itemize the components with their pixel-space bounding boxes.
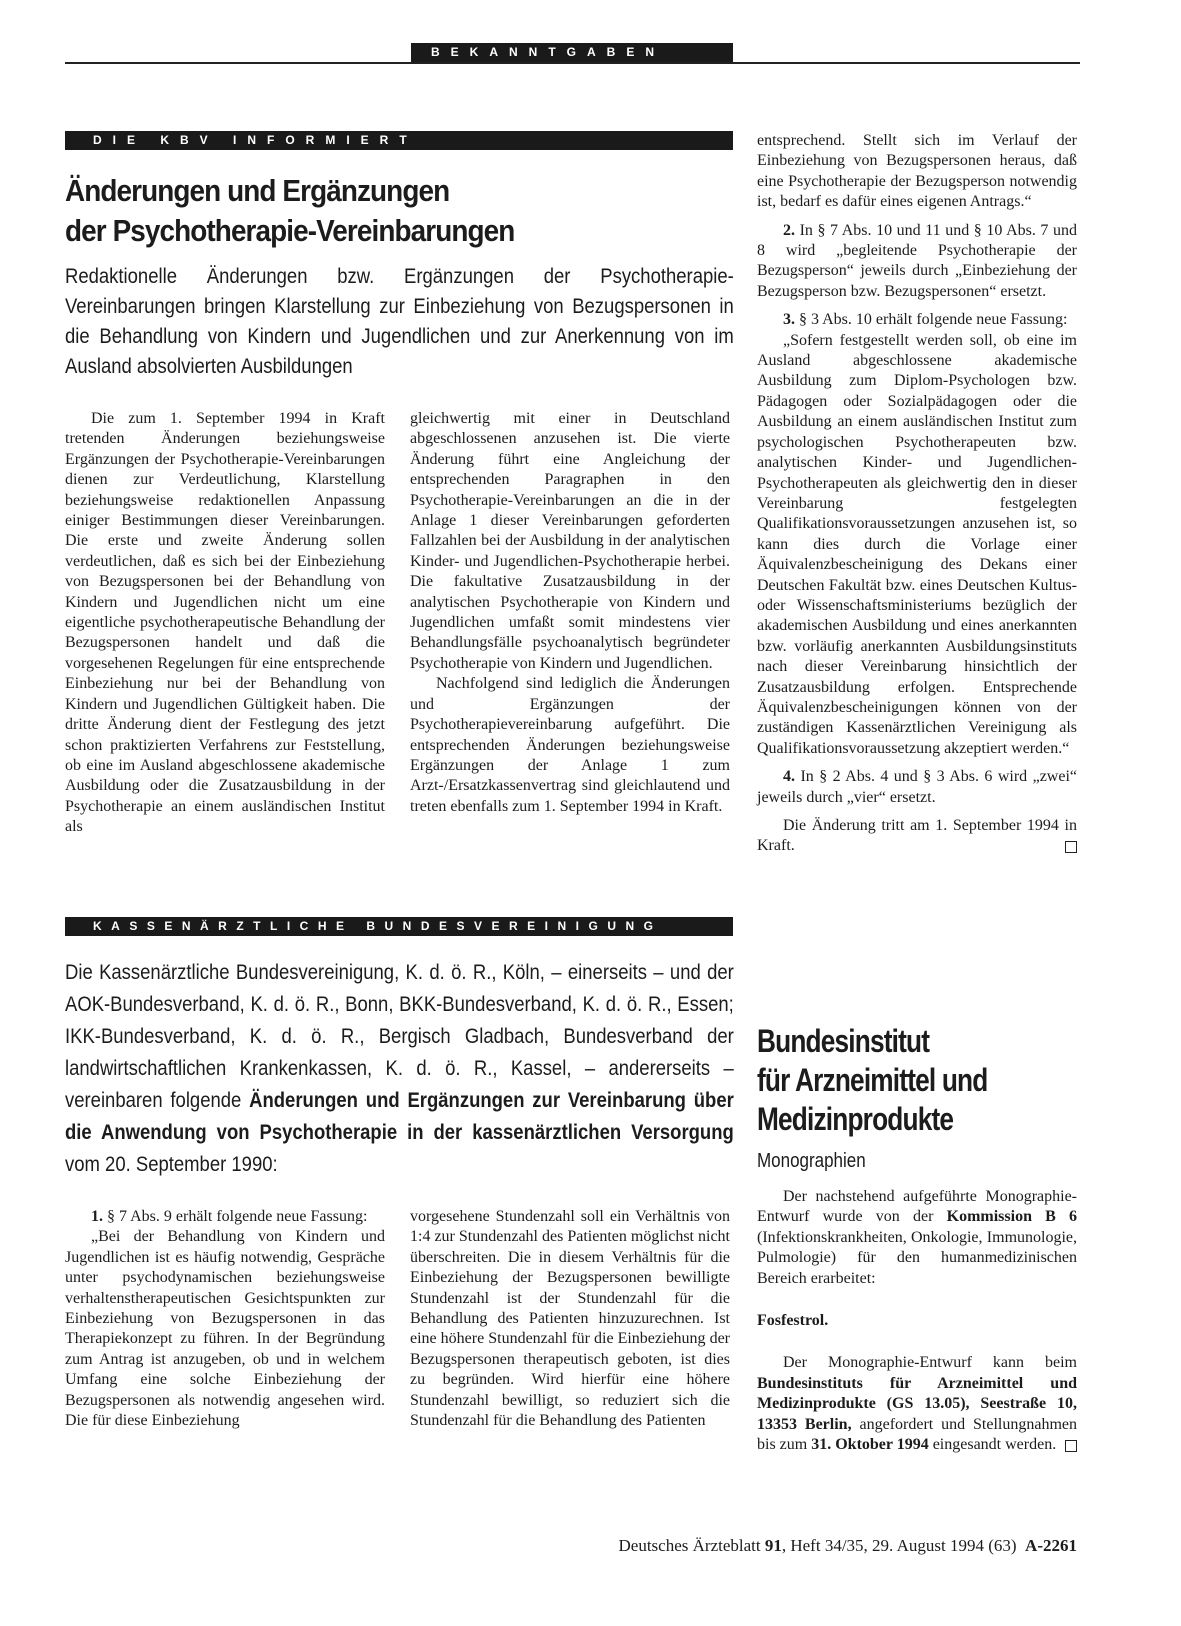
article-column-2 xyxy=(410,409,730,817)
item-text: § 3 Abs. 10 erhält folgende neue Fassung: xyxy=(799,311,1068,329)
drug-name xyxy=(757,1311,1077,1331)
text: eingesandt werden. xyxy=(932,1436,1057,1454)
end-mark-icon xyxy=(1065,1440,1077,1452)
closing-text: Die Änderung tritt am 1. September 1994 in Kraft. xyxy=(757,817,1077,855)
item-text: In § 2 Abs. 4 und § 3 Abs. 6 wird „zwei“ jeweils durch „vier“ ersetzt. xyxy=(757,768,1078,806)
closing xyxy=(757,816,1077,857)
page-footer xyxy=(619,1536,1077,1556)
article-deck: Redaktionelle Änderungen bzw. Ergänzungen der Psychotherapie-Vereinbarungen bringen Klarstellung zur Einbeziehung von Bezugspersonen in die Behandlung von Kindern und Jugendlichen und zur Anerkennung von im Ausland absolvierten Ausbildungen xyxy=(65,265,734,378)
deadline: 31. Oktober 1994 xyxy=(811,1436,929,1454)
intro-bold: Änderungen und Ergänzungen zur Vereinbarung über die Anwendung von Psychotherapie in der kassenärztlichen Versorgung xyxy=(65,1089,734,1144)
item-4 xyxy=(757,767,1077,808)
agreement-column-2 xyxy=(410,1207,730,1431)
article-title-line2: der Psychotherapie-Vereinbarungen xyxy=(65,213,515,248)
page-number: A-2261 xyxy=(1025,1536,1077,1555)
right-column xyxy=(757,131,1077,857)
item-3-quote: „Sofern festgestellt werden soll, ob eine im Ausland abgeschlossene akademische Ausbildung zum Diplom-Psychologen bzw. Pädagogen oder Sozialpädagogen oder die Ausbildung an einem ausländischen Institut zum psychologischen Psychotherapeuten bzw. analytischen Kinder- und Jugendlichen-Psychotherapeuten als gleichwertig den in dieser Vereinbarung festgelegten Qualifikationsvoraussetzungen anzusehen ist, so kann dies durch die Vorlage einer Äquivalenzbescheinigung des Dekans einer Deutschen Fakultät bzw. eines Deutschen Kultus- oder Wissenschaftsministeriums bezüglich der akademischen Ausbildung und eines anerkannten bzw. vorläufig anerkannten Ausbildungsinstituts nach dieser Vereinbarung hinsichtlich der Zusatzausbildung erfolgen. Entsprechende Äquivalenzbescheinigungen können von der zuständigen Kassenärztlichen Vereinigung als Qualifikationsvoraussetzung akzeptiert werden.“ xyxy=(757,331,1077,757)
text: angefordert und Stellungnahmen bis zum xyxy=(757,1415,1078,1454)
bfarm-title-line2: für Arzneimittel und xyxy=(757,1062,988,1098)
paragraph: gleichwertig mit einer in Deutschland abgeschlossenen anzusehen ist. Die vierte Änderung führt eine Angleichung der entsprechenden Paragraphen in den Psychotherapie-Vereinbarungen an die in der Anlage 1 dieser Vereinbarungen geforderten Fallzahlen bei der Ausbildung in der analytischen Kinder- und Jugendlichen-Psychotherapie herbei. Die fakultative Zusatzausbildung in der analytischen Psychotherapie von Kindern und Jugendlichen umfaßt somit mindestens vier Behandlungsfälle psychoanalytisch begründeter Psychotherapie von Kindern und Jugendlichen. xyxy=(410,410,730,672)
commission: Kommission B 6 xyxy=(946,1208,1078,1226)
agreement-column-1 xyxy=(65,1207,385,1431)
paragraph: vorgesehene Stundenzahl soll ein Verhältnis von 1:4 zur Stundenzahl des Patienten möglichst nicht überschreiten. Die in diesem Verhältnis für die Einbeziehung der Bezugspersonen bewilligte Stundenzahl ist der Stundenzahl für die Behandlung des Patienten hinzuzurechnen. Ist eine höhere Stundenzahl für die Einbeziehung der Bezugspersonen therapeutisch geboten, ist dies zu begründen. Wird hierfür eine höhere Stundenzahl bewilligt, so reduziert sich die Stundenzahl für die Behandlung des Patienten xyxy=(410,1208,730,1430)
article-column-1 xyxy=(65,409,385,838)
bfarm-title-line3: Medizinprodukte xyxy=(757,1101,954,1137)
agreement-intro xyxy=(65,957,734,1181)
bfarm-subtitle: Monographien xyxy=(757,1150,866,1172)
issue-info: , Heft 34/35, 29. August 1994 (63) xyxy=(781,1536,1017,1555)
end-mark-icon xyxy=(1065,841,1077,853)
item-2 xyxy=(757,221,1077,303)
bfarm-title-line1: Bundesinstitut xyxy=(757,1023,930,1059)
intro-end: vom 20. September 1990: xyxy=(65,1153,278,1176)
bfarm-paragraph-2 xyxy=(757,1353,1077,1455)
item-text: § 7 Abs. 9 erhält folgende neue Fassung: xyxy=(107,1208,368,1225)
item-number: 3. xyxy=(783,311,795,329)
item-1 xyxy=(65,1207,385,1227)
kbv2-label: KASSENÄRZTLICHE BUNDESVEREINIGUNG xyxy=(65,917,733,936)
volume: 91 xyxy=(764,1536,782,1555)
item-number: 4. xyxy=(783,768,795,786)
article-title-line1: Änderungen und Ergänzungen xyxy=(65,173,450,208)
header-rule xyxy=(65,62,1080,64)
intro-text: Die Kassenärztliche Bundesvereinigung, K. d. ö. R., Köln, – einerseits – und der AOK-Bundesverband, K. d. ö. R., Bonn, BKK-Bundesverband, K. d. ö. R., Essen; IKK-Bundesverband, K. d. ö. R., Bergisch Gladbach, Bundesverband der landwirtschaftlichen Krankenkassen, K. d. ö. R., Kassel, – andererseits – vereinbaren folgende xyxy=(65,961,734,1112)
item-1-quote: „Bei der Behandlung von Kindern und Jugendlichen ist es häufig notwendig, Gespräche unter psychodynamischen beziehungsweise verhaltenstherapeutischen Gesichtspunkten zur Einbeziehung von Bezugspersonen in das Therapiekonzept zu führen. In der Begründung zum Antrag ist anzugeben, ob und in welchem Umfang eine solche Einbeziehung der Bezugspersonen als notwendig angesehen wird. Die für diese Einbeziehung xyxy=(65,1228,385,1430)
paragraph: Die zum 1. September 1994 in Kraft tretenden Änderungen beziehungsweise Ergänzungen der Psychotherapie-Vereinbarungen dienen zur Verdeutlichung, Klarstellung beziehungsweise redaktionellen Anpassung einiger Bestimmungen dieser Vereinbarungen. Die erste und zweite Änderung sollen verdeutlichen, daß es sich bei der Einbeziehung von Bezugspersonen bei der Behandlung von Kindern und Jugendlichen nicht um eine eigentliche psychotherapeutische Behandlung der Bezugspersonen handelt und daß die vorgesehenen Regelungen für eine entsprechende Einbeziehung nur bei der Behandlung von Kindern und Jugendlichen Gültigkeit haben. Die dritte Änderung dient der Festlegung des jetzt schon praktizierten Verfahrens zur Feststellung, ob eine im Ausland abgeschlossene akademische Ausbildung oder die Zusatzausbildung in der Psychotherapie an einem ausländischen Institut als xyxy=(65,410,385,836)
text: Der Monographie-Entwurf kann beim xyxy=(783,1354,1077,1372)
kbv-label: DIE KBV INFORMIERT xyxy=(65,131,733,150)
bfarm-paragraph-1 xyxy=(757,1187,1077,1289)
item-number: 1. xyxy=(91,1208,103,1225)
text: Der nachstehend aufgeführte Monographie-Entwurf wurde von der xyxy=(757,1188,1077,1226)
journal-name: Deutsches Ärzteblatt xyxy=(618,1536,761,1555)
text: (Infektionskrankheiten, Onkologie, Immunologie, Pulmologie) für den humanmedizinischen Bereich erarbeitet: xyxy=(757,1228,1077,1287)
section-header: BEKANNTGABEN xyxy=(411,43,733,62)
continued-text: entsprechend. Stellt sich im Verlauf der Einbeziehung von Bezugspersonen heraus, daß eine Psychotherapie der Bezugsperson notwendig ist, bedarf es dafür eines eigenen Antrags.“ xyxy=(757,132,1077,211)
bfarm-column xyxy=(757,1187,1077,1455)
paragraph: Nachfolgend sind lediglich die Änderungen und Ergänzungen der Psychotherapievereinbarung aufgeführt. Die entsprechenden Änderungen beziehungsweise Ergänzungen der Anlage 1 zum Arzt-/Ersatzkassenvertrag sind gleichlautend und treten ebenfalls zum 1. September 1994 in Kraft. xyxy=(410,675,730,815)
item-number: 2. xyxy=(783,221,795,239)
item-3 xyxy=(757,310,1077,330)
drug-label: Fosfestrol. xyxy=(757,1312,829,1330)
item-text: In § 7 Abs. 10 und 11 und § 10 Abs. 7 und 8 wird „begleitende Psychotherapie der Bezugsperson“ jeweils durch „Einbeziehung der Bezugsperson bzw. Bezugspersonen“ ersetzt. xyxy=(757,221,1078,300)
address: Bundesinstituts für Arzneimittel und Medizinprodukte (GS 13.05), Seestraße 10, 13353 Berlin, xyxy=(757,1374,1077,1433)
